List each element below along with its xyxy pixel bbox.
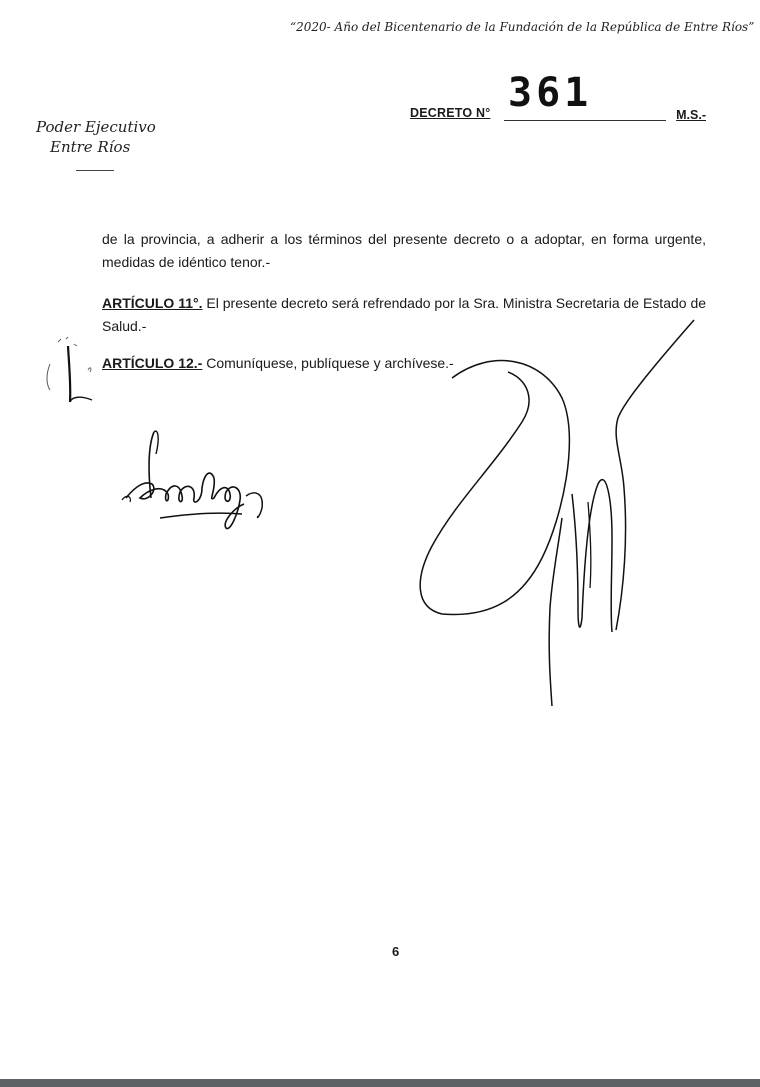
viewer-bottom-bar bbox=[0, 1079, 760, 1087]
article-11-label: ARTÍCULO 11°. bbox=[102, 295, 203, 311]
decree-rule bbox=[504, 120, 666, 121]
issuer-line1: Poder Ejecutivo bbox=[36, 118, 156, 136]
header-motto: “2020- Año del Bicentenario de la Fundación de la República de Entre Ríos” bbox=[290, 20, 755, 34]
article-12-text: Comuníquese, publíquese y archívese.- bbox=[202, 355, 454, 371]
article-11-text: El presente decreto será refrendado por la Sra. Ministra Secretaria de Estado de Salud.- bbox=[102, 295, 707, 334]
article-12-label: ARTÍCULO 12.- bbox=[102, 355, 203, 371]
page-number: 6 bbox=[392, 944, 400, 959]
decree-header bbox=[410, 70, 706, 122]
signature-right bbox=[412, 318, 702, 710]
decree-label: DECRETO N° bbox=[410, 106, 491, 120]
paragraph-continuation: de la provincia, a adherir a los términos del presente decreto o a adoptar, en forma urgente, medidas de idéntico tenor.- bbox=[102, 231, 706, 270]
issuer-underline bbox=[76, 170, 114, 171]
issuer-block bbox=[36, 118, 166, 156]
signature-left bbox=[118, 424, 278, 540]
margin-initial-mark bbox=[38, 336, 98, 410]
issuer-line2: Entre Ríos bbox=[50, 138, 131, 156]
decree-number: 361 bbox=[508, 70, 593, 116]
decree-ministry: M.S.- bbox=[676, 108, 706, 122]
